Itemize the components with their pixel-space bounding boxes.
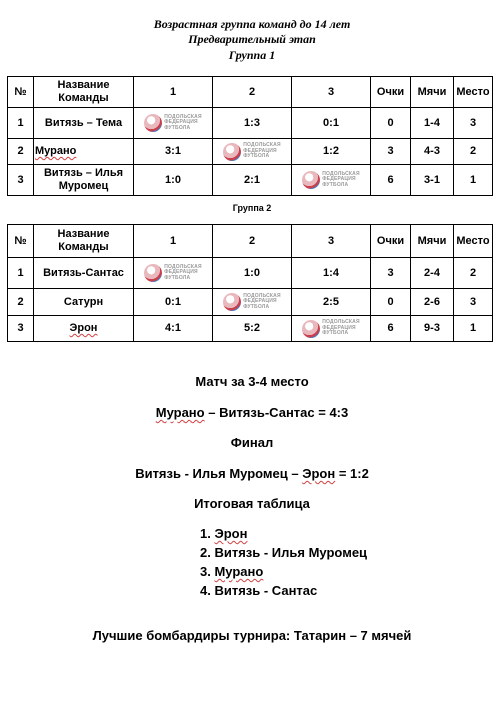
goals-cell: 1-4 <box>411 108 454 139</box>
team-name: Витязь – Тема <box>34 108 134 139</box>
score-cell: 0:1 <box>134 289 213 316</box>
federation-logo: ПОДОЛЬСКАЯ ФЕДЕРАЦИЯ ФУТБОЛА <box>302 320 360 338</box>
goals-cell: 2-6 <box>411 289 454 316</box>
row-num: 3 <box>8 165 34 196</box>
list-item: 4. Витязь - Сантас <box>200 583 318 598</box>
row-num: 2 <box>8 139 34 165</box>
col-num: № <box>8 225 34 258</box>
self-cell <box>213 139 292 165</box>
row-num: 1 <box>8 108 34 139</box>
place-cell: 1 <box>454 316 493 342</box>
row-num: 3 <box>8 316 34 342</box>
score-cell: 1:4 <box>292 258 371 289</box>
place-cell: 2 <box>454 139 493 165</box>
place-cell: 2 <box>454 258 493 289</box>
score-cell: 2:1 <box>213 165 292 196</box>
table-row <box>8 139 493 165</box>
standings-title: Итоговая таблица <box>194 496 310 511</box>
standings-list <box>200 524 367 600</box>
team-name: Эрон <box>34 316 134 342</box>
goals-cell: 4-3 <box>411 139 454 165</box>
points-cell: 0 <box>371 108 411 139</box>
team-name: Витязь-Сантас <box>34 258 134 289</box>
match34-title: Матч за 3-4 место <box>195 374 309 389</box>
place-cell: 3 <box>454 108 493 139</box>
federation-logo: ПОДОЛЬСКАЯ ФЕДЕРАЦИЯ ФУТБОЛА <box>302 171 360 189</box>
goals-cell: 2-4 <box>411 258 454 289</box>
points-cell: 3 <box>371 139 411 165</box>
points-cell: 3 <box>371 258 411 289</box>
top-scorers: Лучшие бомбардиры турнира: Татарин – 7 мячей <box>92 628 412 643</box>
score-cell: 3:1 <box>134 139 213 165</box>
col-1: 1 <box>134 225 213 258</box>
federation-logo: ПОДОЛЬСКАЯ ФЕДЕРАЦИЯ ФУТБОЛА <box>144 264 202 282</box>
self-cell <box>213 289 292 316</box>
col-2: 2 <box>213 77 292 108</box>
table-row <box>8 289 493 316</box>
place-cell: 1 <box>454 165 493 196</box>
col-2: 2 <box>213 225 292 258</box>
group1-table <box>7 76 493 196</box>
self-cell <box>134 108 213 139</box>
score-cell: 2:5 <box>292 289 371 316</box>
final-result: Витязь - Илья Муромец – Эрон = 1:2 <box>135 466 369 481</box>
points-cell: 6 <box>371 165 411 196</box>
group1-title: Группа 1 <box>228 48 276 62</box>
self-cell <box>292 316 371 342</box>
col-place: Место <box>454 225 493 258</box>
federation-logo: ПОДОЛЬСКАЯ ФЕДЕРАЦИЯ ФУТБОЛА <box>144 114 202 132</box>
federation-logo: ПОДОЛЬСКАЯ ФЕДЕРАЦИЯ ФУТБОЛА <box>223 293 281 311</box>
table-row <box>8 165 493 196</box>
goals-cell: 3-1 <box>411 165 454 196</box>
score-cell: 1:0 <box>134 165 213 196</box>
group2-title: Группа 2 <box>232 203 272 213</box>
team-name: Витязь – Илья Муромец <box>34 165 134 196</box>
col-1: 1 <box>134 77 213 108</box>
federation-logo: ПОДОЛЬСКАЯ ФЕДЕРАЦИЯ ФУТБОЛА <box>223 143 281 161</box>
group2-table <box>7 224 493 342</box>
group1-header-row <box>8 77 493 108</box>
points-cell: 6 <box>371 316 411 342</box>
score-cell: 1:0 <box>213 258 292 289</box>
list-item: 2. Витязь - Илья Муромец <box>200 545 368 560</box>
self-cell <box>292 165 371 196</box>
col-num: № <box>8 77 34 108</box>
score-cell: 5:2 <box>213 316 292 342</box>
table-row <box>8 108 493 139</box>
list-item: 1. Эрон <box>200 526 248 541</box>
col-3: 3 <box>292 225 371 258</box>
col-goals: Мячи <box>411 77 454 108</box>
team-name: Мурано <box>34 139 134 165</box>
group2-header-row <box>8 225 493 258</box>
points-cell: 0 <box>371 289 411 316</box>
table-row <box>8 316 493 342</box>
row-num: 2 <box>8 289 34 316</box>
match34-result: Мурано – Витязь-Сантас = 4:3 <box>155 405 349 420</box>
age-group-title: Возрастная группа команд до 14 лет <box>153 17 351 31</box>
score-cell: 1:2 <box>292 139 371 165</box>
col-points: Очки <box>371 77 411 108</box>
col-3: 3 <box>292 77 371 108</box>
self-cell <box>134 258 213 289</box>
col-team: Название Команды <box>34 225 134 258</box>
table-row <box>8 258 493 289</box>
row-num: 1 <box>8 258 34 289</box>
col-place: Место <box>454 77 493 108</box>
score-cell: 1:3 <box>213 108 292 139</box>
final-title: Финал <box>230 435 274 450</box>
col-goals: Мячи <box>411 225 454 258</box>
team-name: Сатурн <box>34 289 134 316</box>
place-cell: 3 <box>454 289 493 316</box>
stage-title: Предварительный этап <box>188 32 316 46</box>
goals-cell: 9-3 <box>411 316 454 342</box>
list-item: 3. Мурано <box>200 564 264 579</box>
score-cell: 0:1 <box>292 108 371 139</box>
col-points: Очки <box>371 225 411 258</box>
score-cell: 4:1 <box>134 316 213 342</box>
col-team: Название Команды <box>34 77 134 108</box>
